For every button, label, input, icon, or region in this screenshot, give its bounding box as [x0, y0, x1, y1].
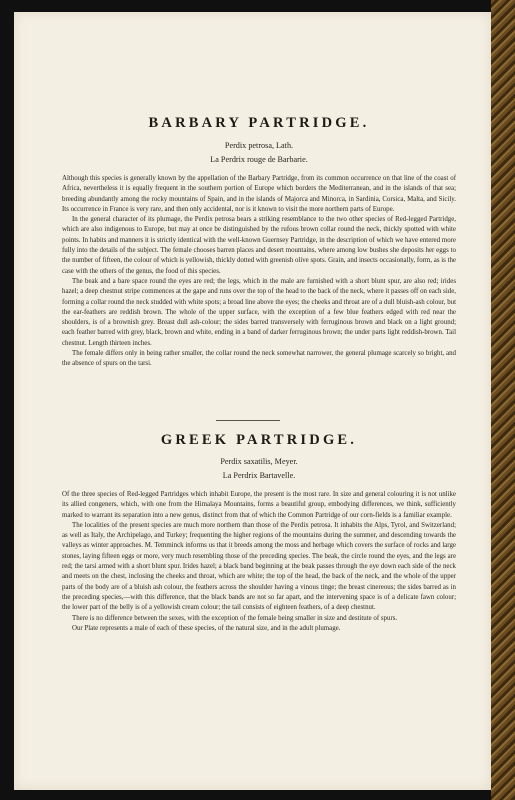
greek-partridge-section [62, 432, 456, 634]
greek-paragraph-2: The localities of the present species are much more northern than those of the Perdix petrosa. It inhabits the Alps, Tyrol, and Switzerland; as well as Italy, the Archipelago, and Turkey; frequenting the higher regions of the mountains during the summer, and descending towards the valleys as winter approaches. M. Temminck informs us that it breeds among the moss and herbage which covers the surface of rocks and large stones, laying fifteen eggs or more, very much resembling those of the preceding species. The beak, the circle round the eyes, and the legs are red; the tarsi armed with a short blunt spur. Irides hazel; a black band beginning at the beak passes through the eye down each side of the neck and meets on the chest, inclosing the cheeks and throat, which are white; the top of the head, the back of the neck, and the whole of the upper parts of the body are of a bluish ash colour, the feathers across the shoulder having a vinous tinge; the breast cinereous; the sides barred as in the preceding species,—with this difference, that the black bands are not so far apart, and the intervening space is of a delicate fawn colour; the lower part of the belly is of a yellowish cream colour; the tail consists of eighteen feathers, of a deep chestnut. [62, 521, 456, 612]
greek-latin-name: Perdix saxatilis, Meyer. [220, 457, 298, 466]
book-page [14, 12, 491, 790]
greek-paragraph-3: There is no difference between the sexes, with the exception of the female being smaller in size and destitute of spurs. [72, 614, 398, 622]
barbary-paragraph-2: In the general character of its plumage, the Perdix petrosa bears a striking resemblance to the two other species of Red-legged Partridge, which are also indigenous to Europe, but may at once be distinguished by the rufous brown collar round the neck, thickly spotted with white points. In habits and manners it is strictly identical with the well-known Guernsey Partridge, in the description of which we have entered more fully into the details of the subject. The female chooses barren places and desert mountains, where among low bushes she deposits her eggs to the number of fifteen, the colour of which is yellowish, thickly dotted with greenish olive spots. Grain, and insects occasionally, form, as is the case with the others of the genus, the food of this species. [62, 216, 456, 275]
barbary-partridge-title: BARBARY PARTRIDGE. [148, 115, 370, 131]
greek-french-name: La Perdrix Bartavelle. [222, 471, 296, 480]
book-binding-edge [491, 0, 515, 800]
section-divider [216, 420, 280, 421]
barbary-paragraph-3: The beak and a bare space round the eyes are red; the legs, which in the male are furnished with a short blunt spur, are also red; irides hazel; a deep chestnut stripe commences at the gape and runs over the top of the head to the back of the neck, where it passes off on each side, forming a collar round the neck studded with white spots; a broad line above the eyes; the cheeks and throat are of a dull bluish-ash colour, but the ear-feathers are reddish brown. The whole of the upper surface, with the exception of a few blue feathers edged with red near the shoulders, is of a brownish grey. Breast dull ash-colour; the sides barred transversely with ferruginous brown and black on a light ground; each feather barred with grey, black, brown and white, ending in a band of darker ferruginous brown; the under parts light reddish-brown. Tail chestnut. Length thirteen inches. [62, 277, 456, 347]
greek-paragraph-1: Of the three species of Red-legged Partridges which inhabit Europe, the present is the most rare. In size and general colouring it is not unlike its allied congeners, which, with one from the Himalaya Mountains, forms a beautiful group, embodying differences, we think, sufficiently marked to warrant its separation into a new genus, distinct from that of which the Common Partridge of our corn-fields is a familiar example. [62, 491, 456, 519]
barbary-french-name: La Perdrix rouge de Barbarie. [210, 155, 308, 164]
barbary-paragraph-1: Although this species is generally known by the appellation of the Barbary Partridge, from its common occurrence on that line of the coast of Africa, nevertheless it is equally frequent in the southern portion of Europe which borders the Mediterranean, and in the islands of that sea; breeding abundantly among the rocky mountains of Spain, and in the islands of Majorca and Minorca, in Sardinia, Corsica, Malta, and Sicily. Its occurrence in France is very rare, and then only accidental, nor is it known to visit the more northern parts of Europe. [62, 175, 456, 213]
greek-partridge-title: GREEK PARTRIDGE. [160, 432, 358, 448]
barbary-paragraph-4: The female differs only in being rather smaller, the collar round the neck somewhat narrower, the general plumage scarcely so bright, and the absence of spurs on the tarsi. [62, 350, 456, 368]
barbary-partridge-section [62, 115, 456, 370]
barbary-latin-name: Perdix petrosa, Lath. [224, 141, 294, 150]
greek-paragraph-4: Our Plate represents a male of each of these species, of the natural size, and in the adult plumage. [72, 624, 341, 632]
